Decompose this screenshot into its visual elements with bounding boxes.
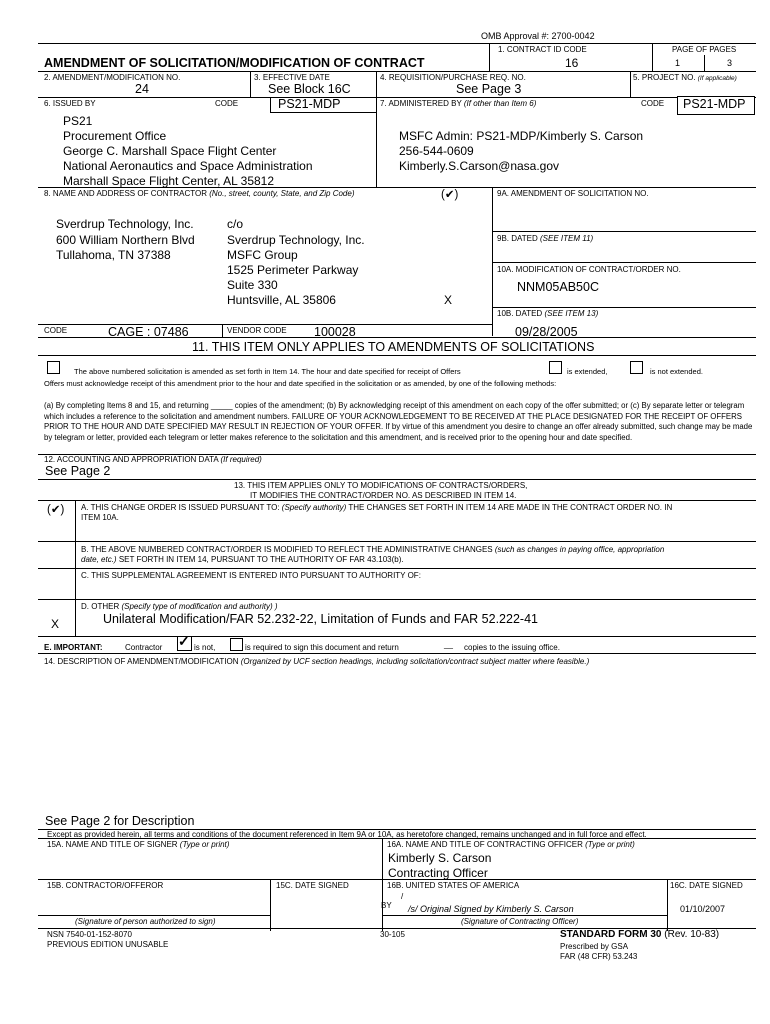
extended-label: is extended, [567, 367, 608, 376]
admin-line: MSFC Admin: PS21-MDP/Kimberly S. Carson [399, 129, 644, 143]
issued-line: Marshall Space Flight Center, AL 35812 [63, 174, 275, 188]
amendment-no-value: 24 [135, 82, 149, 96]
contractor-line: 600 William Northern Blvd [56, 233, 195, 247]
description-label-note: (Organized by UCF section headings, including solicitation/contract subject matter where feasible.) [240, 657, 590, 666]
item13a-note: (Specify authority) [281, 503, 347, 512]
dated-9b-note: (SEE ITEM 11) [539, 234, 594, 243]
item13a-line2: ITEM 10A. [81, 513, 119, 522]
officer-signature: /s/ Original Signed by Kimberly S. Carson [408, 904, 574, 914]
dated-9b-text: 9B. DATED [497, 234, 538, 243]
project-no-note: (If applicable) [697, 75, 737, 82]
officer-title: Contracting Officer [388, 866, 488, 880]
standard-form-rev: (Rev. 10-83) [664, 929, 720, 940]
rule [38, 324, 492, 325]
rule [38, 187, 756, 188]
item13d-value: Unilateral Modification/FAR 52.232-22, Limitation of Funds and FAR 52.222-41 [103, 612, 538, 626]
contract-id-label: 1. CONTRACT ID CODE [498, 45, 587, 54]
signer-name-note: (Type or print) [179, 840, 230, 849]
rule [38, 479, 756, 480]
nsn-number: NSN 7540-01-152-8070 [47, 930, 132, 939]
rule [38, 500, 756, 501]
item13d-line [81, 602, 278, 611]
rule [38, 838, 756, 839]
top-rule [38, 43, 756, 44]
item11-paragraph: (a) By completing Items 8 and 15, and returning _____ copies of the amendment; (b) By acknowledging receipt of this amendment on each copy of the offer submitted; or (c) By separate letter or telegram which includes a reference to the solicitation and amendment numbers. FAILURE OF YOUR ACKNOWLEDGEMENT TO BE RECEIVED AT THE PLACE DESIGNATED FOR THE RECEIPT OF OFFERS PRIOR TO THE HOUR AND DATE SPECIFIED MAY RESULT IN REJECTION OF YOUR OFFER. If by virtue of this amendment you desire to change an offer already submitted, such change may be made by telegram or letter, provided each telegram or letter makes reference to the solicitation and this amendment, and is received prior to the opening hour and date specified. [44, 401, 753, 442]
page-number: 1 [675, 58, 681, 68]
date-signed-16c-label: 16C. DATE SIGNED [670, 881, 743, 890]
cage-code: CAGE : 07486 [108, 325, 189, 339]
prescribed-by: Prescribed by GSA [560, 942, 629, 951]
project-no-text: 5. PROJECT NO. [633, 73, 696, 82]
x-mark-13d: X [51, 617, 60, 631]
accounting-label-text: 12. ACCOUNTING AND APPROPRIATION DATA [44, 455, 219, 464]
officer-name-text: 16A. NAME AND TITLE OF CONTRACTING OFFICER [387, 840, 583, 849]
checkbox-extended[interactable] [549, 361, 562, 374]
date-signed-16c-value: 01/10/2007 [680, 904, 726, 914]
effective-date-value: See Block 16C [268, 82, 351, 96]
previous-edition: PREVIOUS EDITION UNUSABLE [47, 940, 169, 949]
signature-line [38, 915, 270, 916]
checkbox-not-extended[interactable] [630, 361, 643, 374]
rule [38, 568, 756, 569]
accounting-label [44, 455, 262, 464]
officer-name-note: (Type or print) [585, 840, 635, 849]
dated-10b-text: 10B. DATED [497, 309, 543, 318]
care-of-line: Huntsville, AL 35806 [227, 293, 336, 307]
dated-9b-label [497, 234, 593, 243]
officer-name: Kimberly S. Carson [388, 851, 492, 865]
slash-mark: / [401, 892, 404, 901]
rule [38, 97, 756, 98]
divider [250, 71, 251, 97]
issued-code-label: CODE [215, 99, 239, 108]
vendor-code-value: 100028 [314, 325, 356, 339]
rule [38, 599, 756, 600]
vendor-code-label: VENDOR CODE [227, 326, 287, 335]
item13a-text2: THE CHANGES SET FORTH IN ITEM 14 ARE MADE IN THE CONTRACT ORDER NO. IN [348, 503, 673, 512]
contractor-line: Sverdrup Technology, Inc. [56, 217, 194, 231]
not-extended-label: is not extended. [650, 367, 703, 376]
divider [704, 55, 705, 71]
rule [492, 307, 756, 308]
item13b-note: (such as changes in paying office, appropriation [494, 545, 665, 554]
divider [667, 879, 668, 931]
standard-form-name: STANDARD FORM 30 [560, 929, 662, 940]
contract-id-value: 16 [565, 56, 579, 70]
item13b-note2: date, etc.) [81, 555, 117, 564]
copies-label: copies to the issuing office. [464, 643, 560, 652]
item11-line1: The above numbered solicitation is amended as set forth in Item 14. The hour and date specified for receipt of Offers [74, 367, 461, 376]
signer-name-text: 15A. NAME AND TITLE OF SIGNER [47, 840, 178, 849]
dated-10b-value: 09/28/2005 [515, 325, 578, 339]
dated-10b-note: (SEE ITEM 13) [544, 309, 599, 318]
item13c-line: C. THIS SUPPLEMENTAL AGREEMENT IS ENTERED INTO PURSUANT TO AUTHORITY OF: [81, 571, 421, 580]
standard-form [560, 929, 719, 940]
contractor-word: Contractor [125, 643, 163, 652]
see-page-description: See Page 2 for Description [45, 814, 195, 828]
is-not-label: is not, [194, 643, 216, 652]
omb-approval: OMB Approval #: 2700-0042 [481, 31, 595, 41]
far-reference: FAR (48 CFR) 53.243 [560, 952, 638, 961]
rule [492, 262, 756, 263]
usa-label: 16B. UNITED STATES OF AMERICA [387, 881, 520, 890]
admin-line: Kimberly.S.Carson@nasa.gov [399, 159, 560, 173]
requisition-label: 4. REQUISITION/PURCHASE REQ. NO. [380, 73, 526, 82]
administered-by-label [380, 99, 536, 108]
x-mark-10a: X [444, 293, 453, 307]
divider [630, 71, 631, 97]
care-of-line: 1525 Perimeter Parkway [227, 263, 359, 277]
item13d-note: (Specify type of modification and authority) ) [121, 602, 278, 611]
dated-10b-label [497, 309, 598, 318]
admin-code-label: CODE [641, 99, 665, 108]
modification-no-label: 10A. MODIFICATION OF CONTRACT/ORDER NO. [497, 265, 681, 274]
issued-line: PS21 [63, 114, 93, 128]
rule [270, 112, 376, 113]
care-of-line: Suite 330 [227, 278, 278, 292]
item13b-line2 [81, 555, 404, 564]
contractor-label-note: (No., street, county, State, and Zip Code) [209, 189, 355, 198]
rule [38, 636, 756, 637]
issued-code-value: PS21-MDP [278, 97, 341, 111]
signature-line [382, 915, 667, 916]
item13a-line [81, 503, 672, 512]
care-of-line: MSFC Group [227, 248, 298, 262]
divider [222, 324, 223, 337]
form-title: AMENDMENT OF SOLICITATION/MODIFICATION OF CONTRACT [44, 56, 425, 70]
contractor-label [44, 189, 355, 198]
copies-blank: __ [444, 640, 453, 649]
checkmark-13a: (✔) [47, 504, 65, 516]
item13b-text: B. THE ABOVE NUMBERED CONTRACT/ORDER IS MODIFIED TO REFLECT THE ADMINISTRATIVE CHANGES [81, 545, 493, 554]
contractor-line: Tullahoma, TN 37388 [56, 248, 171, 262]
issued-by-label: 6. ISSUED BY [44, 99, 96, 108]
issued-line: National Aeronautics and Space Administration [63, 159, 313, 173]
rule [492, 231, 756, 232]
divider [376, 97, 377, 187]
rule [38, 337, 756, 338]
signature-authorized-caption: (Signature of person authorized to sign) [75, 917, 216, 926]
date-signed-15c-label: 15C. DATE SIGNED [276, 881, 349, 890]
divider [382, 838, 383, 931]
form-code: 30-105 [380, 930, 405, 939]
amendment-no-label: 2. AMENDMENT/MODIFICATION NO. [44, 73, 181, 82]
divider [270, 97, 271, 112]
admin-line: 256-544-0609 [399, 144, 474, 158]
page-label: PAGE OF PAGES [672, 45, 737, 54]
divider [652, 43, 653, 71]
item13d-text: D. OTHER [81, 602, 120, 611]
project-no-label [633, 73, 737, 82]
is-required-label: is required to sign this document and return [245, 643, 399, 652]
admin-code-value: PS21-MDP [683, 97, 746, 111]
divider [270, 879, 271, 931]
checkbox-is-required[interactable] [230, 638, 243, 651]
rule [38, 71, 756, 72]
rule [38, 879, 756, 880]
administered-by-text: 7. ADMINISTERED BY [380, 99, 462, 108]
item11-line2: Offers must acknowledge receipt of this amendment prior to the hour and date specified in the solicitation or as amended, by one of the following methods: [44, 379, 557, 388]
administered-by-note: (If other than Item 6) [463, 99, 537, 108]
amendment-solicitation-label: 9A. AMENDMENT OF SOLICITATION NO. [497, 189, 649, 198]
except-clause: Except as provided herein, all terms and conditions of the document referenced in Item 9A or 10A, as heretofore changed, remains unchanged and in full force and effect. [47, 830, 647, 839]
modification-no-value: NNM05AB50C [517, 280, 599, 294]
contractor-label-text: 8. NAME AND ADDRESS OF CONTRACTOR [44, 189, 207, 198]
requisition-value: See Page 3 [456, 82, 522, 96]
item11-title: 11. THIS ITEM ONLY APPLIES TO AMENDMENTS OF SOLICITATIONS [192, 340, 595, 354]
signer-name-label [47, 840, 229, 849]
accounting-value: See Page 2 [45, 464, 111, 478]
rule [38, 541, 756, 542]
care-of-line: Sverdrup Technology, Inc. [227, 233, 365, 247]
divider [489, 43, 490, 71]
description-label-text: 14. DESCRIPTION OF AMENDMENT/MODIFICATION [44, 657, 239, 666]
check-icon: ✓ [178, 633, 190, 649]
by-label: BY [381, 901, 392, 910]
item13b-text2: SET FORTH IN ITEM 14, PURSUANT TO THE AUTHORITY OF FAR 43.103(b). [118, 555, 404, 564]
effective-date-label: 3. EFFECTIVE DATE [254, 73, 330, 82]
contractor-offeror-label: 15B. CONTRACTOR/OFFEROR [47, 881, 164, 890]
divider [376, 71, 377, 97]
checkmark-9a: (✔) [441, 189, 459, 201]
care-of-line: c/o [227, 217, 244, 231]
rule [38, 653, 756, 654]
item13b-line [81, 545, 664, 554]
item13-subtitle: IT MODIFIES THE CONTRACT/ORDER NO. AS DESCRIBED IN ITEM 14. [250, 491, 517, 500]
page-total: 3 [727, 58, 733, 68]
checkbox[interactable] [47, 361, 60, 374]
signature-officer-caption: (Signature of Contracting Officer) [461, 917, 579, 926]
rule [38, 355, 756, 356]
issued-line: George C. Marshall Space Flight Center [63, 144, 277, 158]
issued-line: Procurement Office [63, 129, 167, 143]
officer-name-label [387, 840, 635, 849]
description-label [44, 657, 589, 666]
item13-title: 13. THIS ITEM APPLIES ONLY TO MODIFICATIONS OF CONTRACTS/ORDERS, [234, 481, 528, 490]
important-label: E. IMPORTANT: [44, 643, 103, 652]
code-label: CODE [44, 326, 68, 335]
item13a-text: A. THIS CHANGE ORDER IS ISSUED PURSUANT TO: [81, 503, 280, 512]
accounting-label-note: (If required) [220, 455, 262, 464]
